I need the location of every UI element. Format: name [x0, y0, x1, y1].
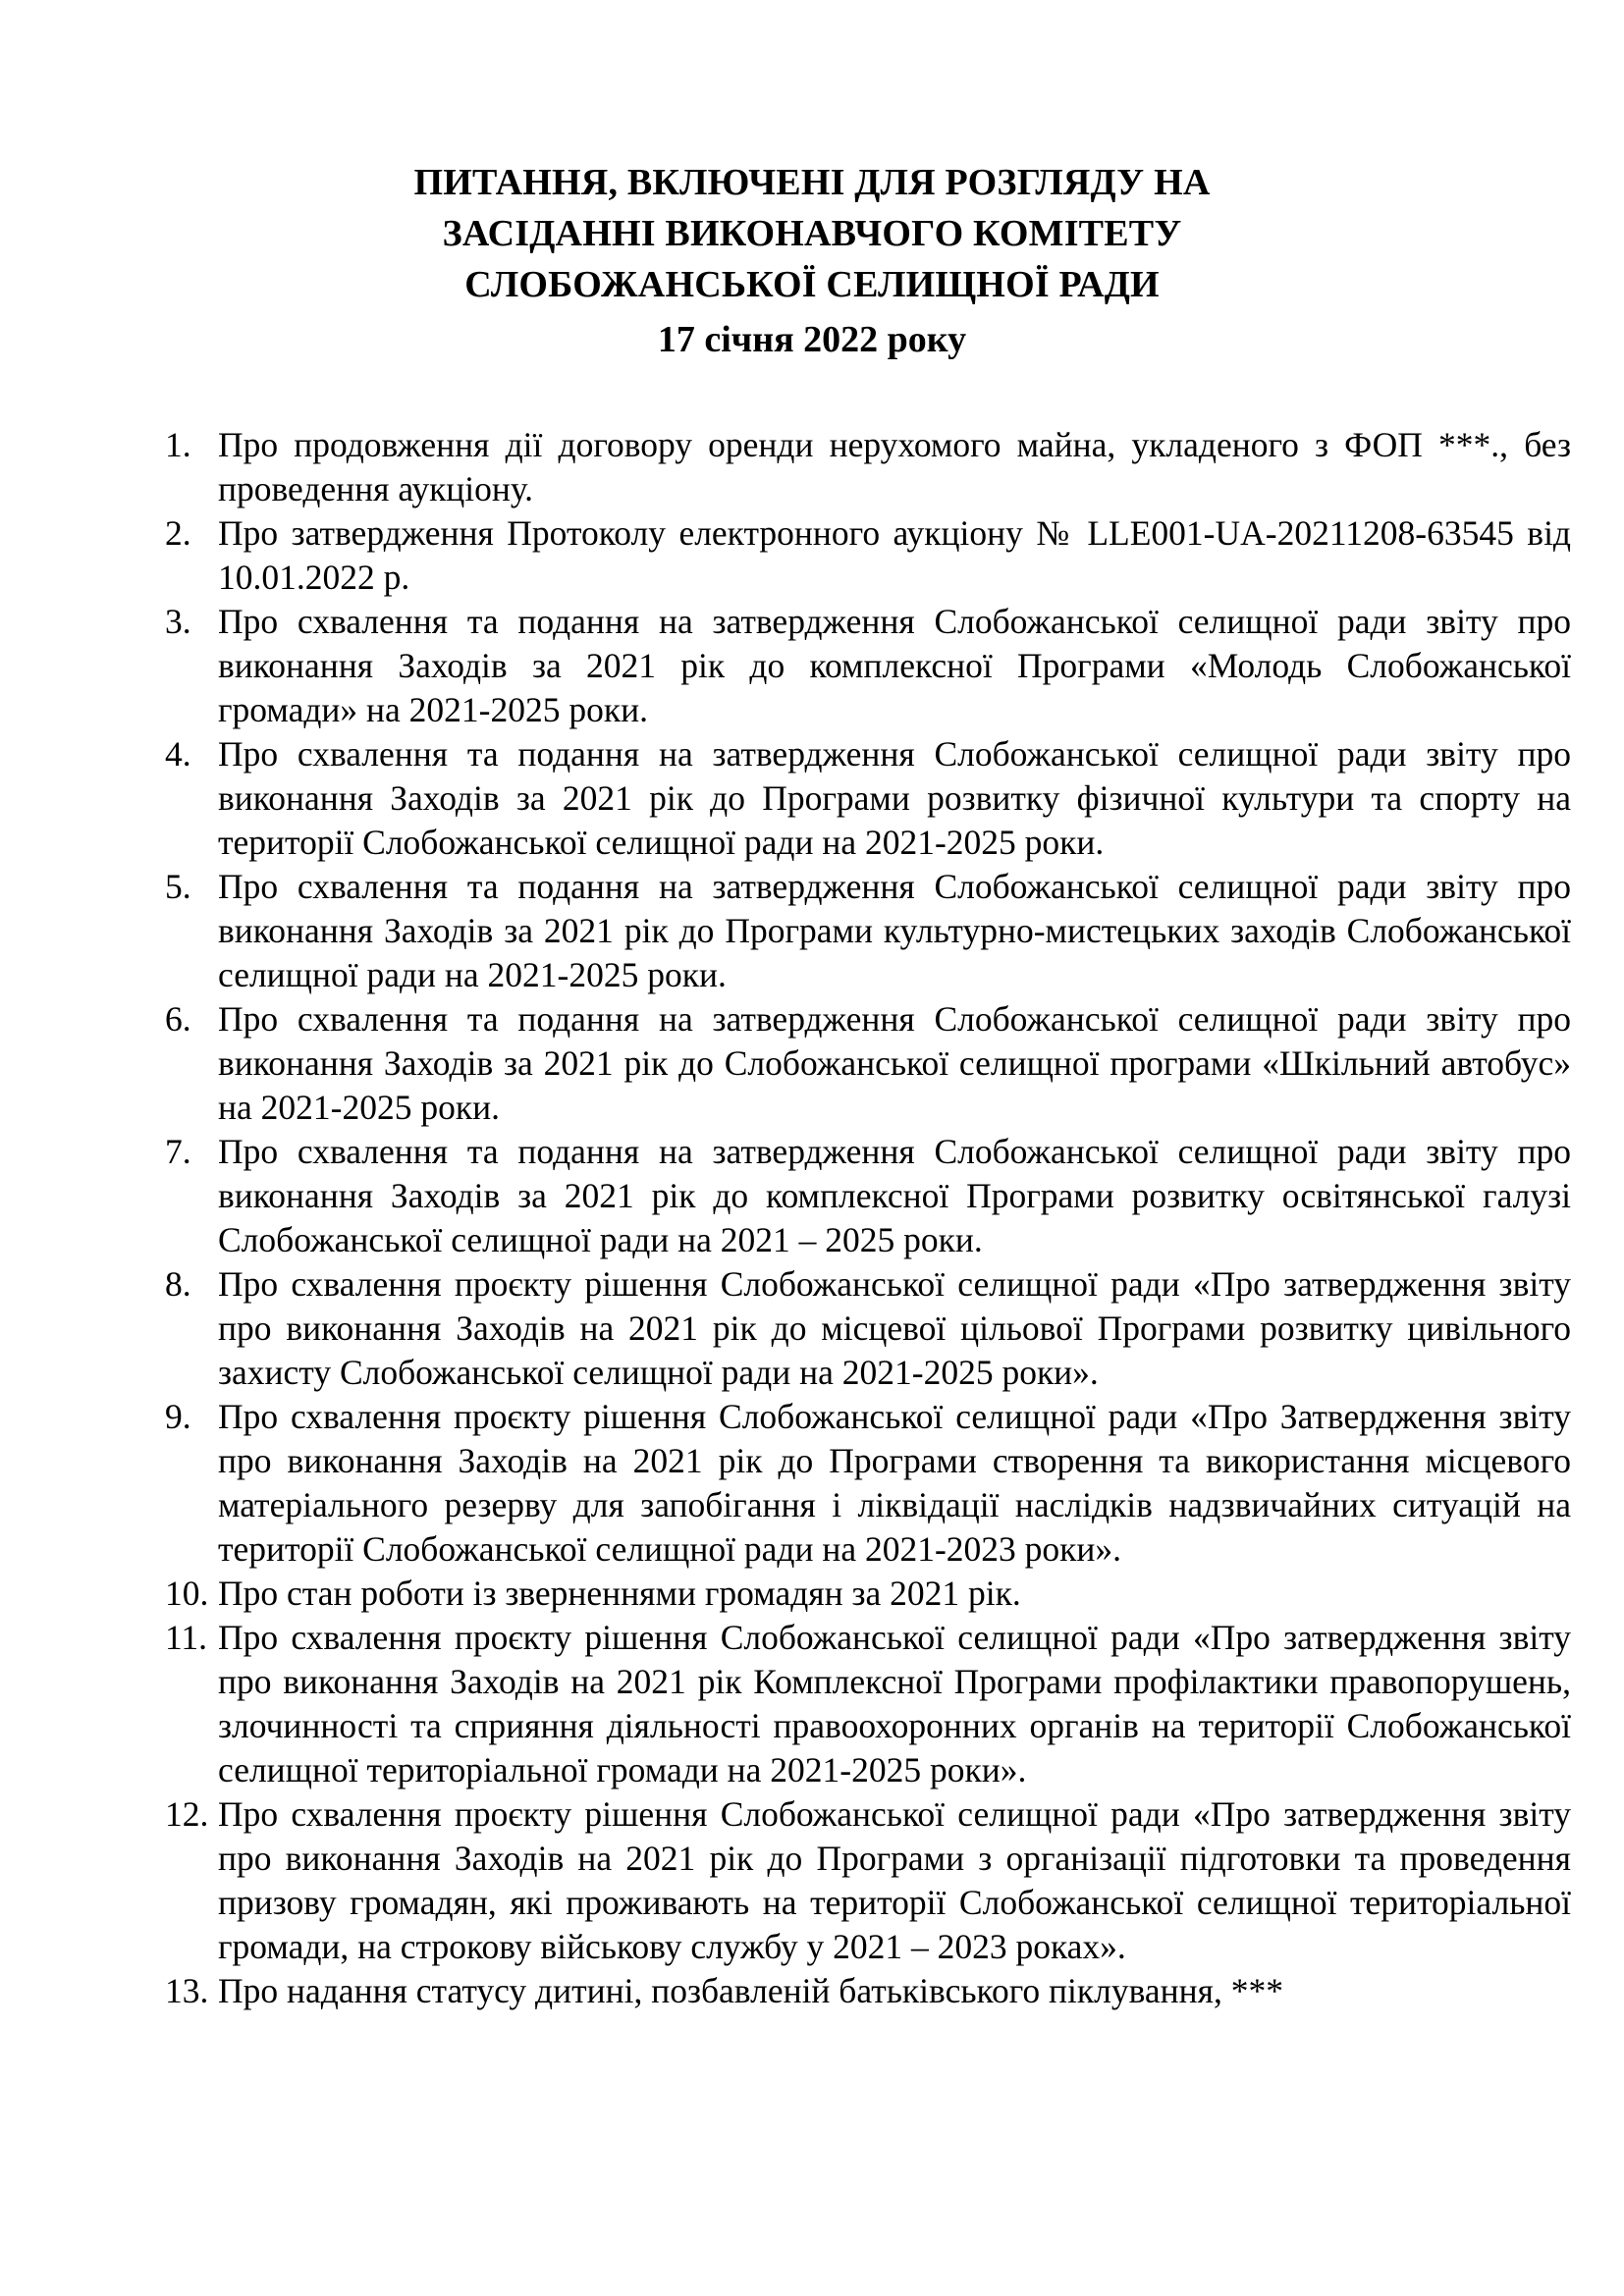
item-number: 11. — [165, 1618, 208, 1657]
item-text: Про схвалення та подання на затвердження Слобожанської селищної ради звіту про виконання Заходів за 2021 рік до Програми культурно-мистецьких заходів Слобожанської селищної ради на 2021-2025 роки. — [218, 867, 1571, 994]
item-text: Про затвердження Протоколу електронного аукціону № LLE001-UA-20211208-63545 від 10.01.2022 р. — [218, 513, 1571, 597]
title-line-3: СЛОБОЖАНСЬКОЇ СЕЛИЩНОЇ РАДИ — [464, 264, 1160, 305]
agenda-item-11 — [165, 1616, 1571, 1792]
item-text: Про схвалення проєкту рішення Слобожанської селищної ради «Про затвердження звіту про виконання Заходів на 2021 рік Комплексної Програми профілактики правопорушень, злочинності та сприяння діяльності правоохоронних органів на території Слобожанської селищної територіальної громади на 2021-2025 роки». — [218, 1618, 1571, 1789]
item-number: 6. — [165, 999, 191, 1039]
item-number: 2. — [165, 513, 191, 553]
item-text: Про схвалення проєкту рішення Слобожанської селищної ради «Про затвердження звіту про виконання Заходів на 2021 рік до місцевої цільової Програми розвитку цивільного захисту Слобожанської селищної ради на 2021-2025 роки». — [218, 1264, 1571, 1392]
title-line-1: ПИТАННЯ, ВКЛЮЧЕНІ ДЛЯ РОЗГЛЯДУ НА — [413, 162, 1211, 203]
item-number: 1. — [165, 425, 191, 464]
agenda-item-10 — [165, 1572, 1571, 1616]
item-text: Про продовження дії договору оренди нерухомого майна, укладеного з ФОП ***., без проведення аукціону. — [218, 425, 1571, 508]
agenda-list — [165, 423, 1571, 2013]
agenda-item-9 — [165, 1395, 1571, 1572]
agenda-item-8 — [165, 1262, 1571, 1395]
item-text: Про надання статусу дитині, позбавленій батьківського піклування, *** — [218, 1971, 1283, 2010]
item-number: 13. — [165, 1971, 209, 2010]
item-number: 8. — [165, 1264, 191, 1304]
item-text: Про схвалення та подання на затвердження Слобожанської селищної ради звіту про виконання Заходів за 2021 рік до комплексної Програми «Молодь Слобожанської громади» на 2021-2025 роки. — [218, 602, 1571, 729]
item-text: Про схвалення проєкту рішення Слобожанської селищної ради «Про затвердження звіту про виконання Заходів на 2021 рік до Програми з організації підготовки та проведення призову громадян, які проживають на території Слобожанської селищної територіальної громади, на строкову військову службу у 2021 – 2023 роках». — [218, 1794, 1571, 1966]
agenda-item-3 — [165, 600, 1571, 732]
item-number: 3. — [165, 602, 191, 641]
item-number: 12. — [165, 1794, 209, 1834]
agenda-item-4 — [165, 732, 1571, 865]
item-number: 4. — [165, 734, 191, 774]
item-number: 7. — [165, 1132, 191, 1171]
item-text: Про стан роботи із зверненнями громадян за 2021 рік. — [218, 1574, 1021, 1613]
item-text: Про схвалення та подання на затвердження Слобожанської селищної ради звіту про виконання Заходів за 2021 рік до комплексної Програми розвитку освітянської галузі Слобожанської селищної ради на 2021 – 2025 роки. — [218, 1132, 1571, 1259]
agenda-item-12 — [165, 1792, 1571, 1969]
item-text: Про схвалення проєкту рішення Слобожанської селищної ради «Про Затвердження звіту про виконання Заходів на 2021 рік до Програми створення та використання місцевого матеріального резерву для запобігання і ліквідації наслідків надзвичайних ситуацій на території Слобожанської селищної ради на 2021-2023 роки». — [218, 1397, 1571, 1569]
document-header — [0, 157, 1624, 365]
agenda-item-6 — [165, 997, 1571, 1130]
title-line-2: ЗАСІДАННІ ВИКОНАВЧОГО КОМІТЕТУ — [442, 213, 1182, 254]
agenda-item-7 — [165, 1130, 1571, 1262]
item-text: Про схвалення та подання на затвердження Слобожанської селищної ради звіту про виконання Заходів за 2021 рік до Слобожанської селищної програми «Шкільний автобус» на 2021-2025 роки. — [218, 999, 1571, 1127]
agenda-item-2 — [165, 511, 1571, 600]
item-text: Про схвалення та подання на затвердження Слобожанської селищної ради звіту про виконання Заходів за 2021 рік до Програми розвитку фізичної культури та спорту на території Слобожанської селищної ради на 2021-2025 роки. — [218, 734, 1571, 862]
item-number: 9. — [165, 1397, 191, 1436]
item-number: 5. — [165, 867, 191, 906]
meeting-date: 17 січня 2022 року — [657, 319, 967, 360]
agenda-item-13 — [165, 1969, 1571, 2013]
agenda-item-5 — [165, 865, 1571, 997]
item-number: 10. — [165, 1574, 209, 1613]
agenda-item-1 — [165, 423, 1571, 511]
